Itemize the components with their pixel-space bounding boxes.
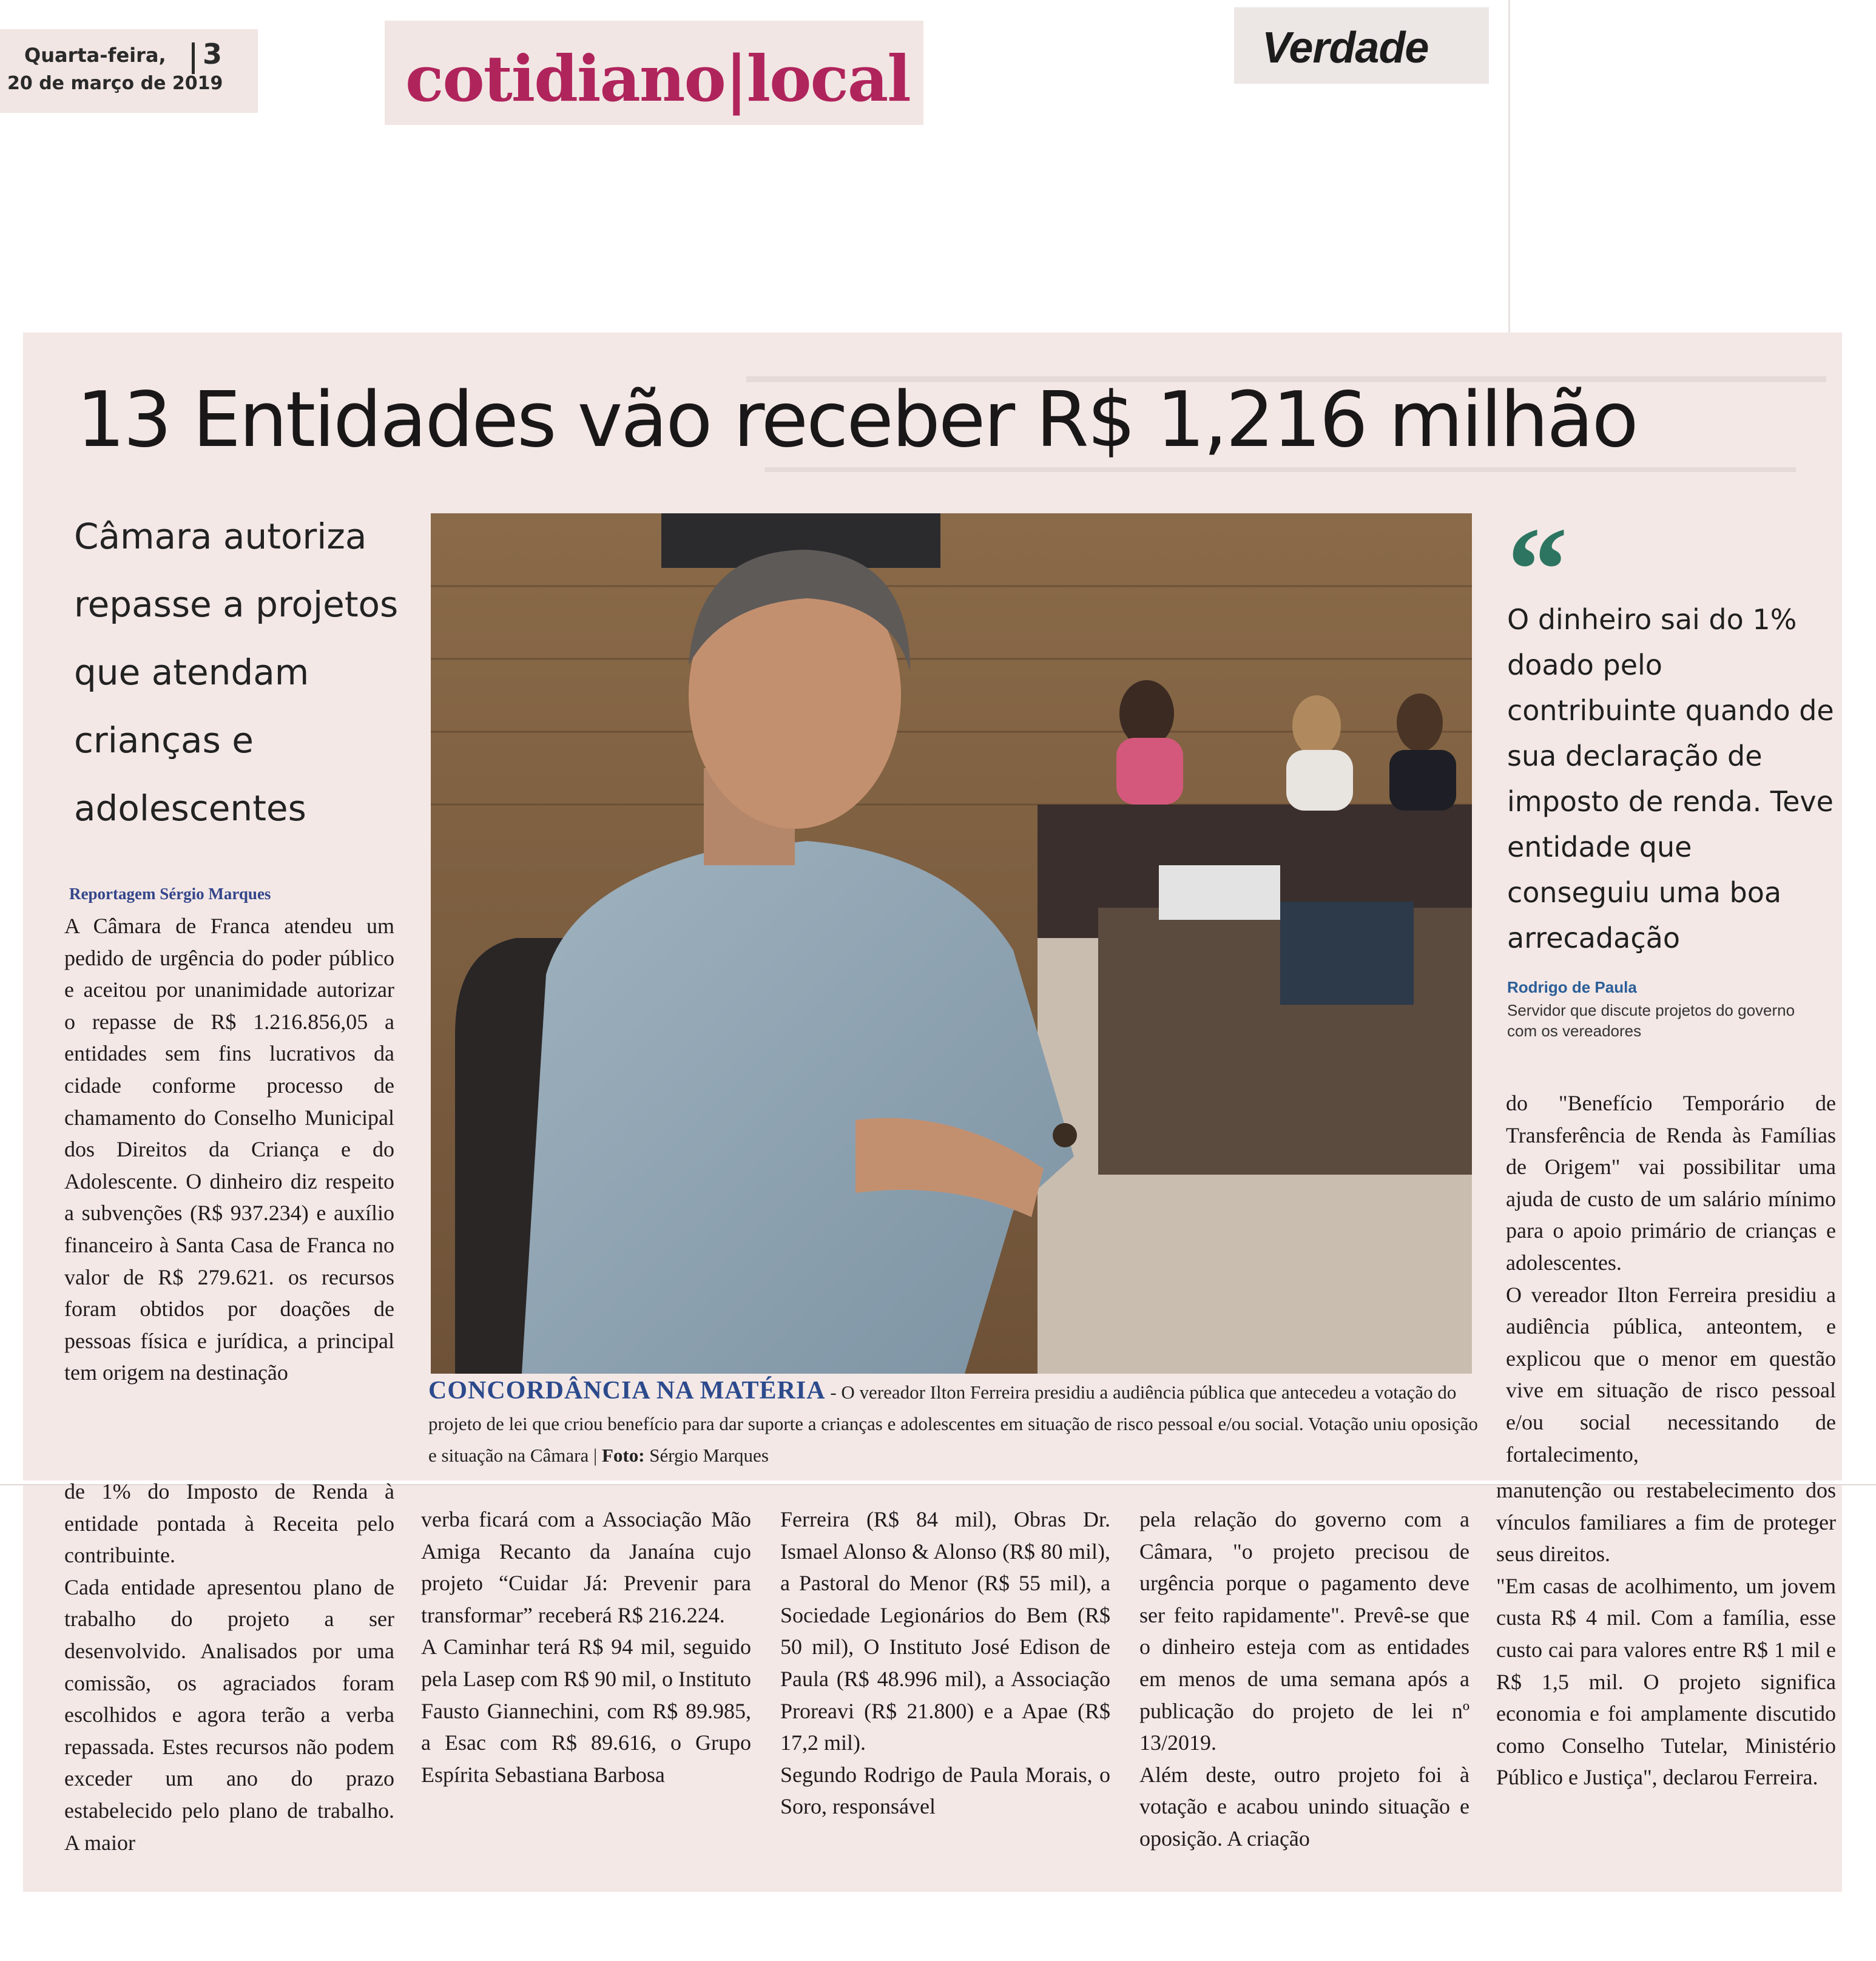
photo-caption <box>428 1375 1478 1487</box>
body-column-2: verba ficará com a Associação Mão Amiga Recanto da Janaína cujo projeto “Cuidar Já: Prevenir para transformar” receberá R$ 216.224. A Caminhar terá R$ 94 mil, seguido pela Lasep com R$ 90 mil, o Instituto Fausto Giannechini, com R$ 89.985, a Esac com R$ 89.616, o Grupo Espírita Sebastiana Barbosa <box>421 1507 751 1787</box>
photo-credit-label: Foto: <box>601 1445 645 1466</box>
caption-text: - O vereador Ilton Ferreira presidiu a audiência pública que antecedeu a votação do projeto de lei que criou benefício para dar suporte a crianças e adolescentes em situação de risco pessoal e/ou social. Votação uniu oposição e situação na Câmara | <box>428 1382 1478 1466</box>
body-column-left-bottom: de 1% do Imposto de Renda à entidade pontada à Receita pelo contribuinte. Cada entidade apresentou plano de trabalho do projeto a ser desenvolvido. Analisados por uma comissão, os agraciados foram escolhidos e agora terão a verba repassada. Estes recursos não podem exceder um ano do prazo estabelecido pelo plano de trabalho. A maior <box>64 1479 394 1855</box>
issue-weekday: Quarta-feira, <box>24 44 166 67</box>
headline: 13 Entidades vão receber R$ 1,216 milhão <box>76 375 1637 464</box>
article-photo <box>431 513 1472 1374</box>
quote-author-role: Servidor que discute projetos do governo com os vereadores <box>1507 1001 1795 1040</box>
issue-date: 20 de março de 2019 <box>7 73 223 94</box>
byline: Reportagem Sérgio Marques <box>69 885 271 903</box>
body-column-right-top: do "Benefício Temporário de Transferência de Renda às Famílias de Origem" vai possibilitar uma ajuda de custo de um salário mínimo para o apoio primário de crianças e adolescentes. O vereador Ilton Ferreira presidiu a audiência pública, anteontem, e explicou que o menor em questão vive em situação de risco pessoal e/ou social necessitando de fortalecimento, <box>1506 1091 1836 1467</box>
body-column-right-bottom: manutenção ou restabelecimento dos vínculos familiares a fim de proteger seus direitos. "Em casas de acolhimento, um jovem custa R$ 4 mil. Com a família, esse custo cai para valores entre R$ 1 mil e R$ 1,5 mil. O projeto significa economia e foi amplamente discutido como Conselho Tutelar, Ministério Público e Justiça", declarou Ferreira. <box>1496 1478 1836 1790</box>
photo-credit-name: Sérgio Marques <box>644 1445 769 1466</box>
quote-mark-icon: “ <box>1507 503 1568 637</box>
pull-quote: O dinheiro sai do 1% doado pelo contribuinte quando de sua declaração de imposto de renda. Teve entidade que conseguiu uma boa arrecadação <box>1507 603 1834 954</box>
subheadline: Câmara autoriza repasse a projetos que atendam crianças e adolescentes <box>74 516 399 829</box>
body-column-left-top: A Câmara de Franca atendeu um pedido de urgência do poder público e aceitou por unanimidade autorizar o repasse de R$ 1.216.856,05 a entidades sem fins lucrativos da cidade conforme processo de chamamento do Conselho Municipal dos Direitos da Criança e do Adolescente. O dinheiro diz respeito a subvenções (R$ 937.234) e auxílio financeiro à Santa Casa de Franca no valor de R$ 279.621. os recursos foram obtidos por doações de pessoas física e jurídica, a principal tem origem na destinação <box>64 914 394 1385</box>
brand-logo: Verdade <box>1262 24 1429 72</box>
quote-author: Rodrigo de Paula <box>1507 978 1637 996</box>
caption-heading: CONCORDÂNCIA NA MATÉRIA <box>428 1377 826 1405</box>
section-title: cotidiano|local <box>405 41 910 116</box>
photo-illustration <box>431 513 1472 1374</box>
body-column-4: pela relação do governo com a Câmara, "o projeto precisou de urgência porque o pagamento deve ser feito rapidamente". Prevê-se que o dinheiro esteja com as entidades em menos de uma semana após a publicação do projeto de lei nº 13/2019. Além deste, outro projeto foi à votação e acabou unindo situação e oposição. A criação <box>1139 1507 1469 1851</box>
page-separator <box>192 42 195 74</box>
page-number: 3 <box>203 38 223 70</box>
body-column-3: Ferreira (R$ 84 mil), Obras Dr. Ismael Alonso & Alonso (R$ 80 mil), a Pastoral do Menor (R$ 55 mil), a Sociedade Legionários do Bem (R$ 50 mil), O Instituto José Edison de Paula (R$ 48.996 mil), a Associação Proreavi (R$ 21.800) e a Apae (R$ 17,2 mil). Segundo Rodrigo de Paula Morais, o Soro, responsável <box>780 1507 1110 1819</box>
paper-edge <box>1508 0 1510 376</box>
